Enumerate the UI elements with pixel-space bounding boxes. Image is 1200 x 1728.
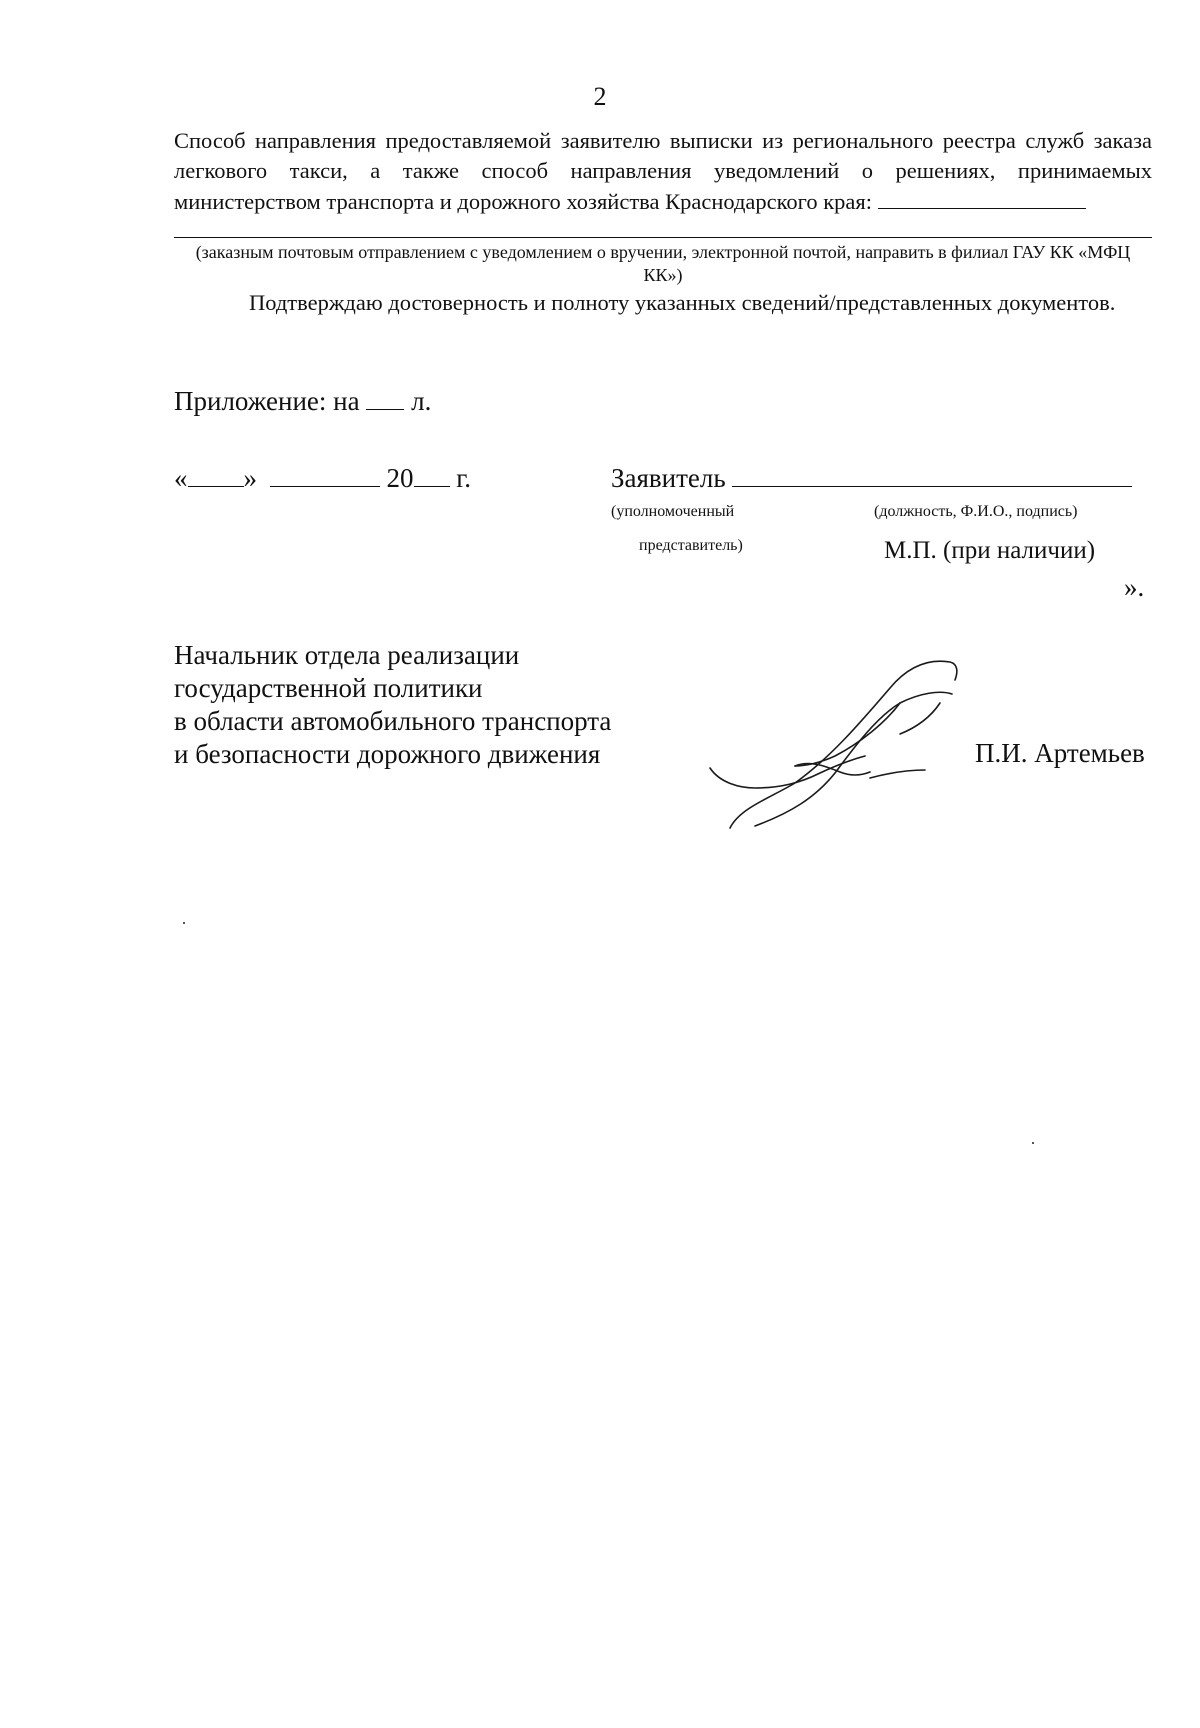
- day-blank: [188, 464, 244, 487]
- signatory-title-line: и безопасности дорожного движения: [174, 739, 601, 769]
- applicant-row: [611, 463, 1132, 494]
- confirmation-paragraph: Подтверждаю достоверность и полноту указанных сведений/представленных документов.: [249, 290, 1116, 315]
- delivery-method-blank: [878, 186, 1086, 209]
- representative-hint: представитель): [639, 537, 743, 554]
- signatory-title-line: в области автомобильного транспорта: [174, 706, 612, 736]
- appendix-suffix: л.: [411, 386, 432, 416]
- applicant-signature-blank: [732, 464, 1132, 487]
- applicant-label: Заявитель: [611, 463, 726, 493]
- date-open-quote: «: [174, 463, 188, 493]
- position-name-signature-hint: (должность, Ф.И.О., подпись): [874, 503, 1078, 520]
- appendix-pages-blank: [366, 387, 404, 410]
- signer-name: П.И. Артемьев: [975, 738, 1145, 768]
- signatory-title: [174, 639, 611, 771]
- appendix-prefix: Приложение: на: [174, 386, 360, 416]
- year-blank: [414, 464, 450, 487]
- date-close-quote: »: [243, 463, 257, 493]
- page-number: 2: [593, 82, 607, 111]
- delivery-method-hint: (заказным почтовым отправлением с уведомлением о вручении, электронной почтой, направить в филиал ГАУ КК «МФЦ КК»): [195, 242, 1131, 285]
- delivery-method-line: [174, 237, 1152, 238]
- scan-speck: [183, 922, 185, 924]
- scan-speck: [1032, 1142, 1034, 1144]
- appendix-line: [174, 386, 431, 417]
- signatory-title-line: Начальник отдела реализации: [174, 640, 520, 670]
- signatory-title-line: государственной политики: [174, 673, 483, 703]
- handwritten-signature: [700, 648, 970, 838]
- authorized-hint: (уполномоченный: [611, 503, 735, 520]
- year-century: 20: [386, 463, 414, 493]
- closing-quote: ».: [1124, 572, 1145, 602]
- delivery-method-text: Способ направления предоставляемой заявителю выписки из регионального реестра служб заказа легкового такси, а также способ направления уведомлений о решениях, принимаемых министерством транспорта и дорожного хозяйства Краснодарского края:: [174, 128, 1152, 214]
- year-suffix: г.: [456, 463, 472, 493]
- month-blank: [270, 464, 380, 487]
- delivery-method-paragraph: [174, 126, 1152, 217]
- date-row: [174, 463, 471, 494]
- stamp-place: М.П. (при наличии): [884, 537, 1096, 564]
